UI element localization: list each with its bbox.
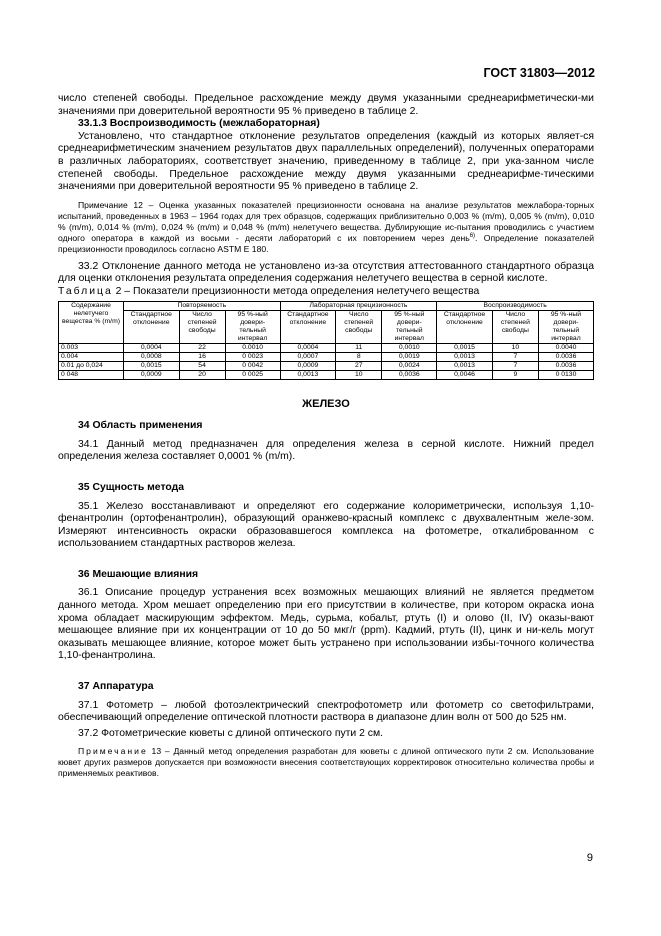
table-cell: 0.004 [59,352,124,361]
sub-df-3: Число степеней свободы [492,310,538,343]
sub-std-1: Стандартное отклонение [124,310,180,343]
table-cell: 0,0004 [124,343,180,352]
table-cell: 16 [179,352,225,361]
sub-ci-2: 95 %-ный довери-тельный интервал [382,310,437,343]
table-cell: 0.0040 [538,343,593,352]
note-12-text-b: . Определение показателей прецизионности проводилось согласно ASTM E 180. [58,232,594,254]
section-36-heading: 36 Мешающие влияния [78,568,199,580]
sub-df-2: Число степеней свободы [336,310,382,343]
table-cell: 0,0015 [437,343,493,352]
iron-section-title: ЖЕЛЕЗО [302,397,350,410]
table-cell: 0,0019 [382,352,437,361]
table-cell: 0,0004 [280,343,336,352]
section-35-heading: 35 Сущность метода [78,481,184,493]
table-row [59,352,594,361]
group-repeatability: Повторяемость [124,301,281,310]
section-33-1-3-text: Установлено, что стандартное отклонение результатов определения (каждый из которых являет-ся среднеарифметическим значением результатов двух параллельных определений), полученных операторами в различных лабораториях, соответствует значению, приведенному в таблице 2, при ука-занном числе степеней свободы. Предельное расхождение между двумя указанными среднеарифме-тическими значениями при доверительной вероятности 95 % приведено в таблице 2. [58,130,594,193]
table-cell: 27 [336,361,382,370]
note-13 [58,746,594,779]
col-content: Содержание нелетучего вещества % (m/m) [59,301,124,343]
table-cell: 0,0013 [280,370,336,379]
table-cell: 20 [179,370,225,379]
page-content [58,93,594,779]
table-cell: 0,0024 [382,361,437,370]
table-cell: 0 0023 [225,352,280,361]
paragraph-top: число степеней свободы. Предельное расхождение между двумя указанными среднеарифметически-ми значениями при доверительной вероятности 95 % приведено в таблице 2. [58,93,594,117]
table-row [59,343,594,352]
table-cell: 0 0025 [225,370,280,379]
sub-ci-3: 95 %-ный довери-тельный интервал [538,310,593,343]
group-reproducibility: Воспроизводимость [437,301,594,310]
note-12-text-a: Примечание 12 – Оценка указанных показателей прецизионности основана на анализе результатов межлабора-торных испытаний, проведенных в 1963 – 1964 годах для трех образцов, содержащих приблизительно 0,003 % (m/m), 0,005 % (m/m), 0,010 % (m/m), 0,014 % (m/m), 0,024 % (m/m) и 0,048 % (m/m) нелетучего вещества. Дублирующие ис-пытания проводились с участием одного оператора в каждой из восьми - десяти лабораторий с их повторением через день [58,199,594,243]
table-cell: 9 [492,370,538,379]
table-cell: 0,0036 [382,370,437,379]
footnote-ref-6: 6) [469,232,476,239]
table-row [59,361,594,370]
table-cell: 0 048 [59,370,124,379]
table-cell: 0,0010 [382,343,437,352]
group-lab-precision: Лабораторная прецизионность [280,301,437,310]
table-cell: 0.0036 [538,361,593,370]
table-cell: 0,0046 [437,370,493,379]
table-cell: 10 [492,343,538,352]
table-cell: 0,0008 [124,352,180,361]
table-cell: 7 [492,352,538,361]
section-34-heading: 34 Область применения [78,420,203,432]
section-37-2-text: 37.2 Фотометрические кюветы с длиной оптического пути 2 см. [78,727,384,739]
table-cell: 22 [179,343,225,352]
table-cell: 0,0013 [437,352,493,361]
sub-df-1: Число степеней свободы [179,310,225,343]
table-cell: 0.0036 [538,352,593,361]
table-cell: 8 [336,352,382,361]
section-35-1-text: 35.1 Железо восстанавливают и определяют его содержание колориметрически, используя 1,10-фенантролин (ортофенантролин), образующий оранжево-красный комплекс с двухвалентным желе-зом. Измеряют интенсивность окраски образовавшегося комплекса на фотометре, откалиброванном с использованием стандартных растворов железа. [58,500,594,550]
sub-std-2: Стандартное отклонение [280,310,336,343]
section-33-1-3-heading: 33.1.3 Воспроизводимость (межлабораторная) [78,118,320,130]
precision-table [58,301,594,380]
note-13-text: 13 – Данный метод определения разработан для кюветы с длиной оптического пути 2 см. Использование кювет других размеров допускается при возможности внесения соответствующих корректировок относительно количества пробы и применяемых реактивов. [58,746,594,779]
table-cell: 0.0010 [225,343,280,352]
section-33-2-text: 33.2 Отклонение данного метода не установлено из-за отсутствия аттестованного стандартного образца для оценки отклонения результата определения содержания нелетучего вещества в серной кислоте. [58,260,594,285]
standard-code: ГОСТ 31803—2012 [483,66,595,80]
table-cell: 0,0007 [280,352,336,361]
table-cell: 54 [179,361,225,370]
table-cell: 0 0042 [225,361,280,370]
table-cell: 0,0009 [280,361,336,370]
table-cell: 10 [336,370,382,379]
section-37-1-text: 37.1 Фотометр – любой фотоэлектрический спектрофотометр или фотометр со светофильтрами, обеспечивающий определение оптической плотности раствора в диапазоне длин волн от 500 до 525 нм. [58,699,594,724]
table-cell: 0.01 до 0,024 [59,361,124,370]
page-number: 9 [586,852,593,864]
table-cell: 0,0009 [124,370,180,379]
table-cell: 11 [336,343,382,352]
note-13-word: Примечание [78,746,148,757]
sub-ci-1: 95 %-ный довери-тельный интервал [225,310,280,343]
table-cell: 7 [492,361,538,370]
table-cell: 0,0013 [437,361,493,370]
table-cell: 0 0130 [538,370,593,379]
table-cell: 0,0015 [124,361,180,370]
section-36-1-text: 36.1 Описание процедур устранения всех возможных мешающих влияний не является предметом данного метода. Хром мешает определению при его присутствии в количестве, при котором окраска иона хрома обладает маскирующим эффектом. Медь, сурьма, кобальт, ртуть (I) и олово (II, IV) оказы-вают мешающее влияние при их концентрации от 10 до 50 мкг/г (ppm). Кадмий, ртуть (II), цинк и ни-кель могут оказывать мешающее влияние, которое может быть устранено при использовании избы-точного количества 1,10-фенантролина. [58,587,594,662]
table-row [59,370,594,379]
table-2-caption [58,286,594,299]
sub-std-3: Стандартное отклонение [437,310,493,343]
table-cell: 0.003 [59,343,124,352]
table-2-caption-text: 2 – Показатели прецизионности метода определения нелетучего вещества [112,285,480,297]
section-37-heading: 37 Аппаратура [78,681,154,693]
note-12 [58,200,594,255]
section-34-1-text: 34.1 Данный метод предназначен для определения железа в серной кислоте. Нижний предел определения железа составляет 0,0001 % (m/m). [58,438,594,463]
table-2-caption-word: Таблица [58,285,113,297]
